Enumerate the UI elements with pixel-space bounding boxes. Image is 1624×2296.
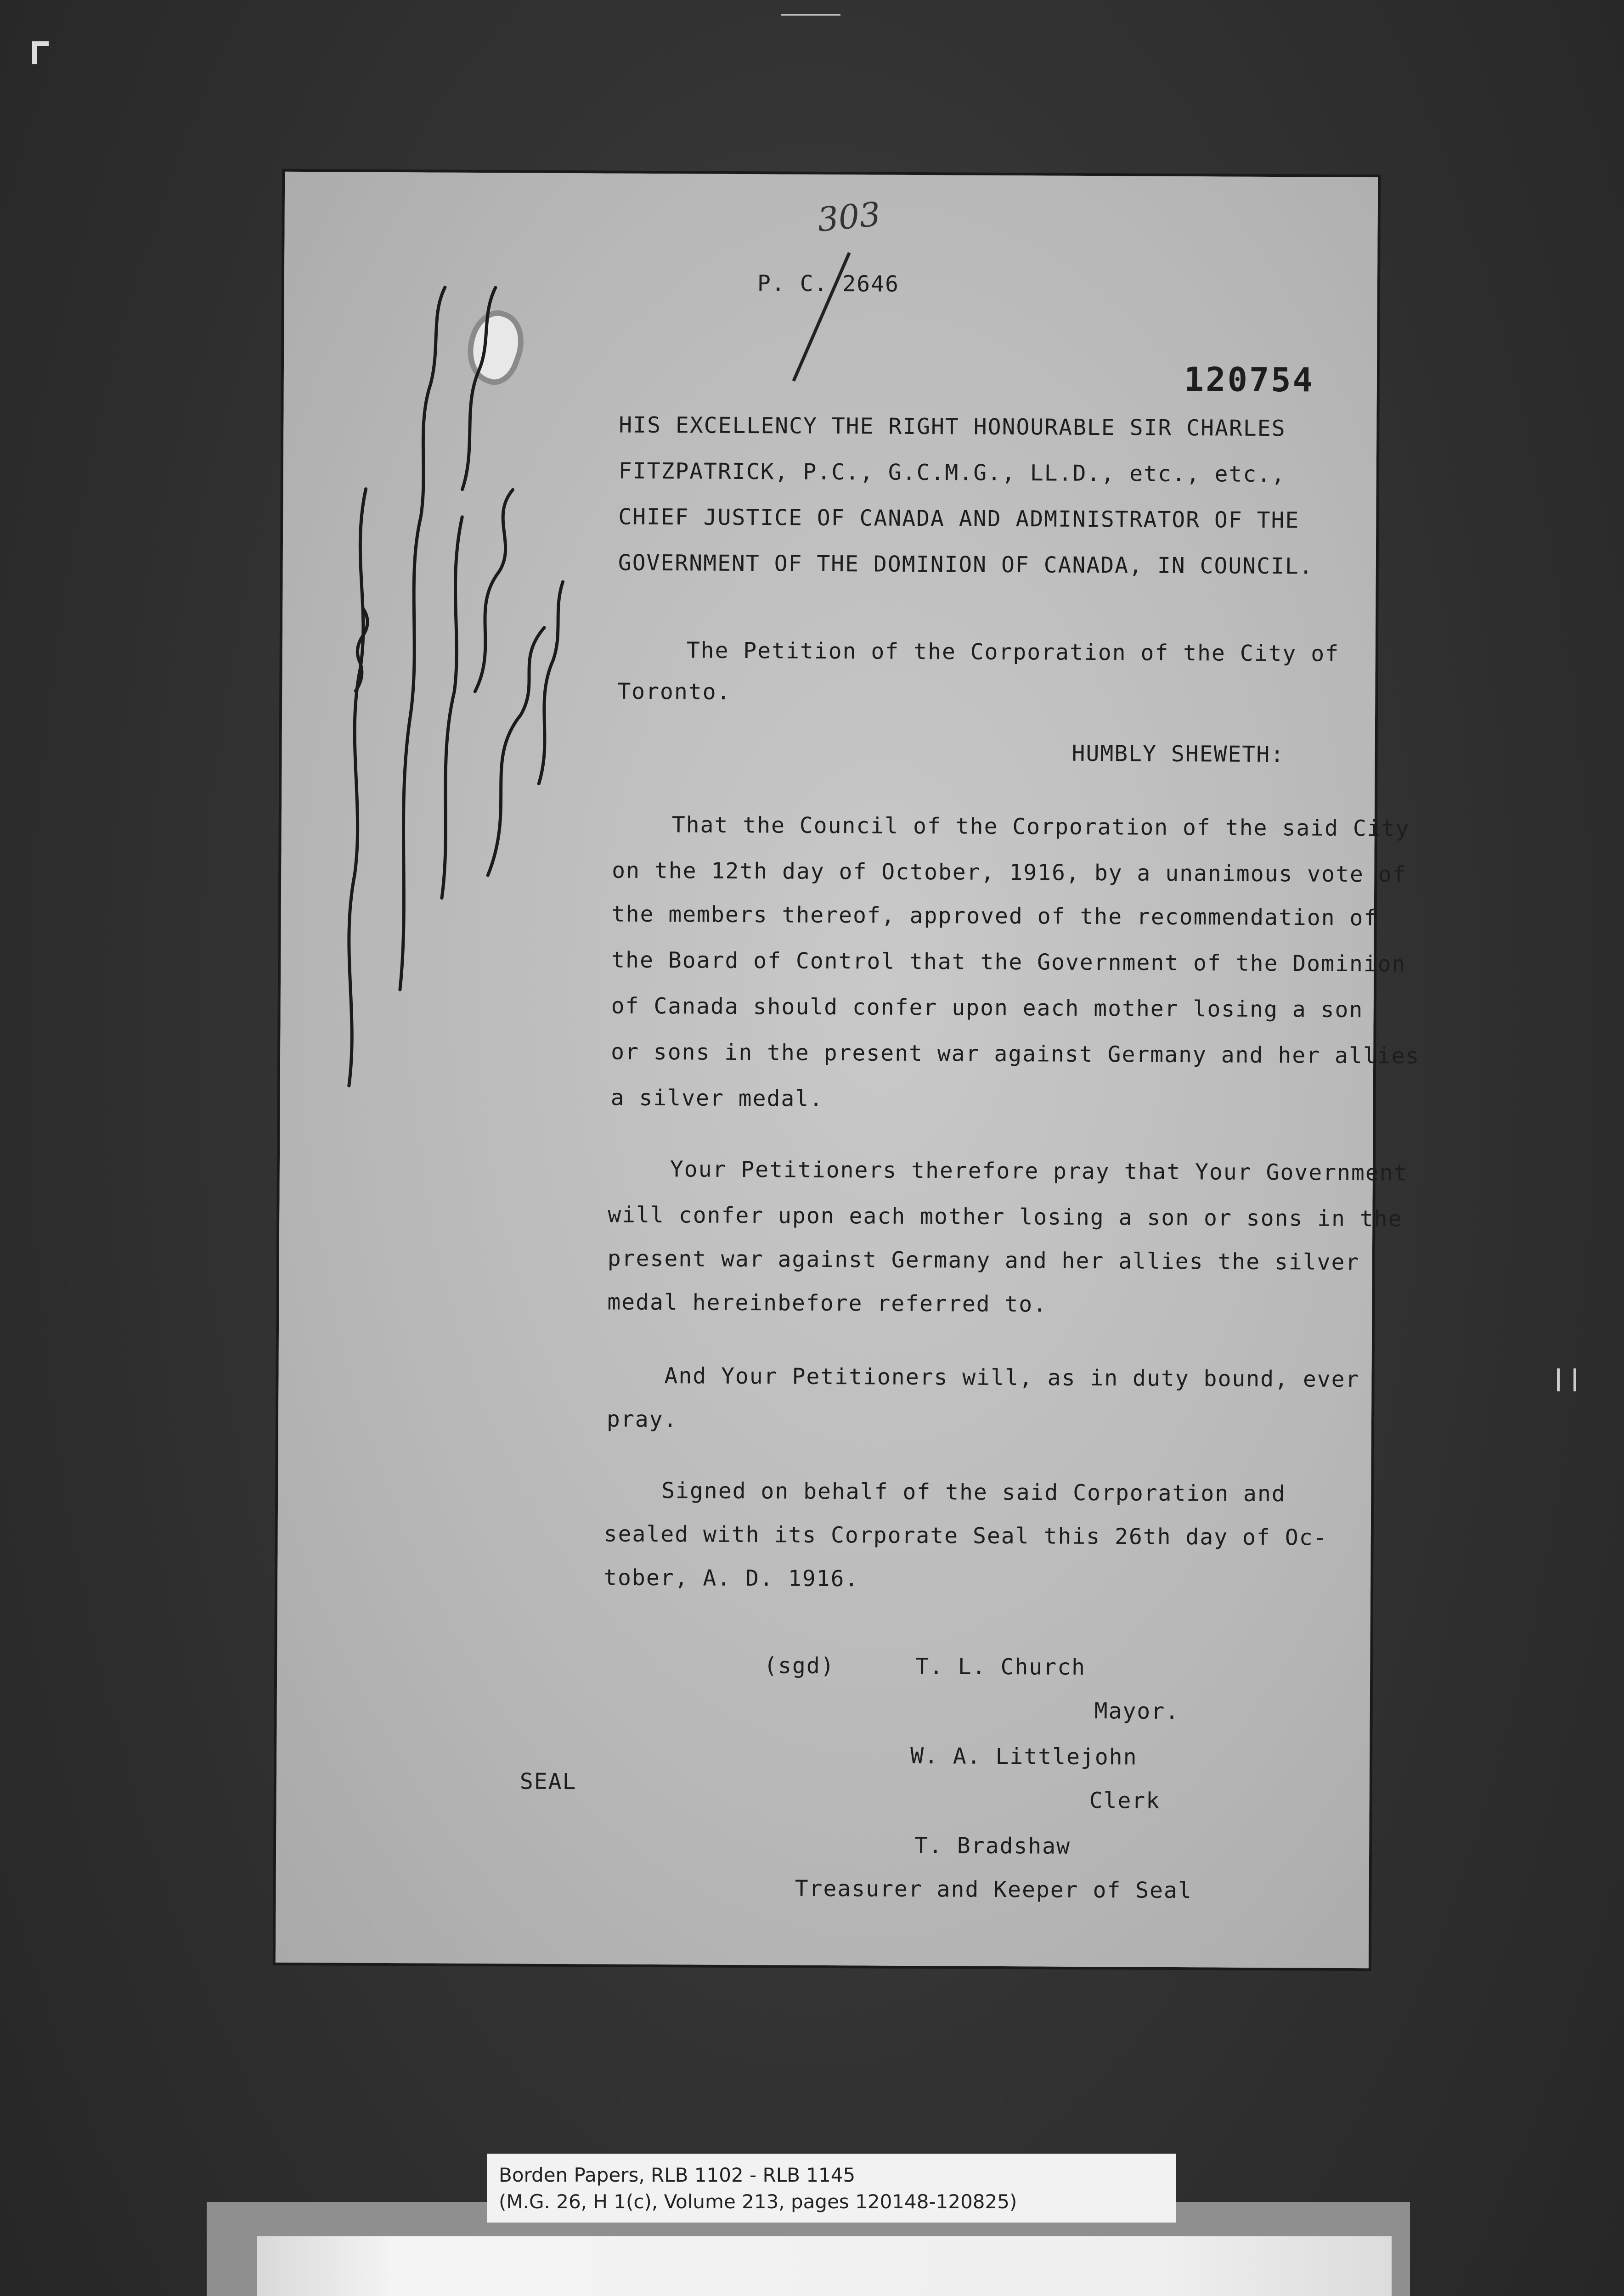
- corner-crop-mark: [32, 41, 37, 64]
- reference-number: 120754: [1184, 360, 1315, 400]
- mayor-title: Mayor.: [1094, 1698, 1180, 1725]
- heading-line: FITZPATRICK, P.C., G.C.M.G., LL.D., etc., etc.,: [618, 458, 1286, 488]
- paragraph-line: of Canada should confer upon each mother losing a son: [611, 993, 1364, 1023]
- seal-label: SEAL: [519, 1768, 577, 1795]
- paragraph-line: And Your Petitioners will, as in duty bound, ever: [664, 1363, 1360, 1393]
- label-line: (M.G. 26, H 1(c), Volume 213, pages 120148-120825): [499, 2190, 1017, 2213]
- public-archives-card: [257, 2236, 1392, 2296]
- heading-line: GOVERNMENT OF THE DOMINION OF CANADA, IN COUNCIL.: [618, 550, 1314, 580]
- top-edge-mark: [781, 14, 840, 16]
- paragraph-line: Signed on behalf of the said Corporation and: [661, 1478, 1286, 1507]
- paragraph-line: a silver medal.: [610, 1085, 824, 1112]
- clerk-name: W. A. Littlejohn: [910, 1743, 1138, 1770]
- petition-intro-line: Toronto.: [617, 678, 731, 705]
- paragraph-line: That the Council of the Corporation of the said City: [671, 812, 1410, 842]
- treasurer-title: Treasurer and Keeper of Seal: [795, 1875, 1192, 1904]
- humbly-sheweth: HUMBLY SHEWETH:: [1071, 740, 1285, 768]
- paragraph-line: pray.: [606, 1406, 678, 1433]
- handwritten-margin-notes: [321, 231, 583, 1105]
- paragraph-line: medal hereinbefore referred to.: [607, 1289, 1048, 1317]
- treasurer-name: T. Bradshaw: [914, 1833, 1071, 1859]
- edge-marks: [1557, 1368, 1576, 1391]
- paragraph-line: the Board of Control that the Government of the Dominion: [611, 947, 1406, 977]
- paragraph-line: will confer upon each mother losing a son or sons in the: [608, 1202, 1403, 1232]
- heading-line: HIS EXCELLENCY THE RIGHT HONOURABLE SIR CHARLES: [619, 412, 1286, 442]
- paragraph-line: or sons in the present war against Germany and her allies: [611, 1039, 1420, 1069]
- heading-line: CHIEF JUSTICE OF CANADA AND ADMINISTRATOR OF THE: [618, 504, 1300, 534]
- petition-document: [276, 172, 1420, 1968]
- pc-number: P. C. 2646: [757, 270, 900, 297]
- clerk-title: Clerk: [1089, 1788, 1161, 1814]
- paragraph-line: the members thereof, approved of the recommendation of: [611, 901, 1378, 931]
- paragraph-line: present war against Germany and her allies the silver: [607, 1245, 1360, 1276]
- signed-marker: (sgd): [764, 1653, 835, 1679]
- mayor-name: T. L. Church: [915, 1654, 1086, 1680]
- petition-intro-line: The Petition of the Corporation of the City of: [686, 637, 1340, 667]
- paragraph-line: tober, A. D. 1916.: [603, 1564, 859, 1592]
- paragraph-line: sealed with its Corporate Seal this 26th day of Oc-: [603, 1521, 1328, 1551]
- paragraph-line: on the 12th day of October, 1916, by a unanimous vote of: [612, 857, 1407, 888]
- archive-reference-label: [487, 2154, 1176, 2223]
- label-line: Borden Papers, RLB 1102 - RLB 1145: [499, 2164, 856, 2186]
- stamped-page-number: 303: [815, 194, 882, 239]
- paragraph-line: Your Petitioners therefore pray that Your Government: [670, 1156, 1408, 1186]
